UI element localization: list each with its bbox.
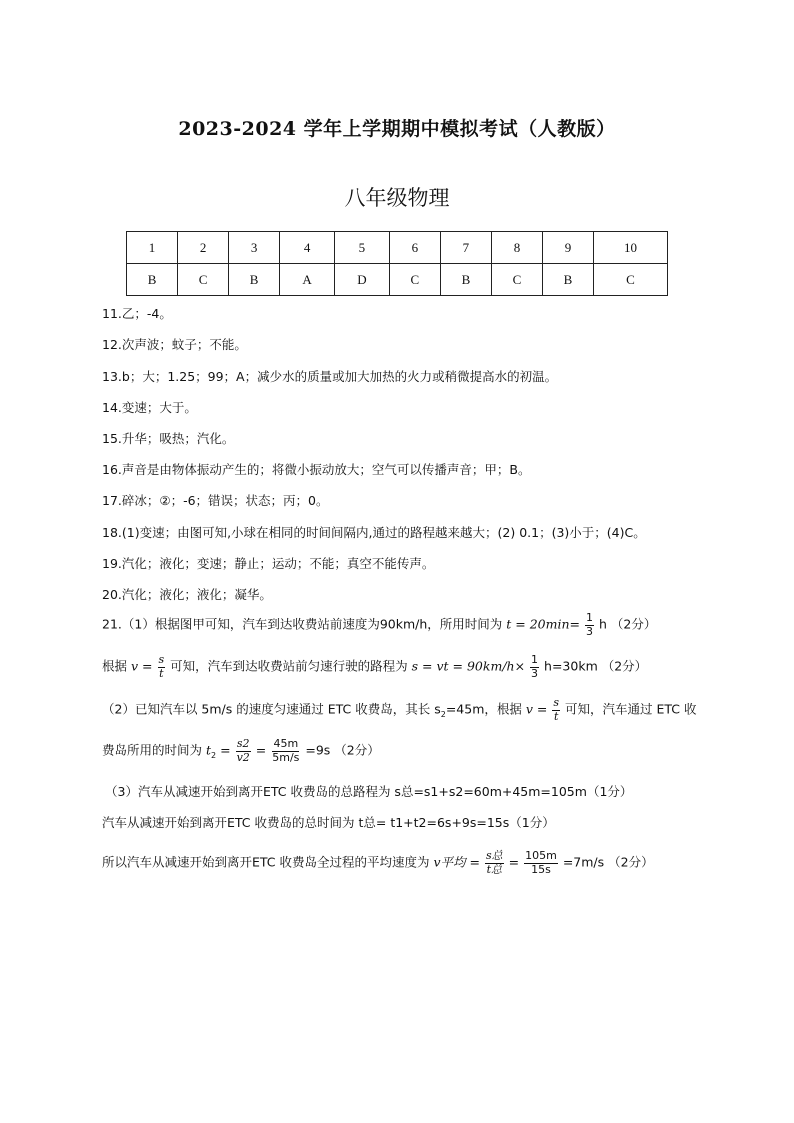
answer-line-13: 13.b；大；1.25；99；A；减少水的质量或加大加热的火力或稍微提高水的初温。 xyxy=(102,369,558,384)
q21-text: 所以汽车从减速开始到离开ETC 收费岛全过程的平均速度为 xyxy=(102,854,430,870)
answer-cell: C xyxy=(389,264,440,296)
q21-line-3 xyxy=(102,697,696,723)
answer-table-number-row xyxy=(127,232,668,264)
answer-cell: D xyxy=(334,264,389,296)
fraction-denominator: v2 xyxy=(236,750,250,764)
q21-equals: = xyxy=(216,742,231,758)
fraction xyxy=(158,654,166,680)
q21-line-1 xyxy=(102,612,656,638)
q21-text: 可知，汽车到达收费站前匀速行驶的路程为 xyxy=(170,658,408,674)
q21-text: （2）已知汽车以 5m/s 的速度匀速通过 ETC 收费岛，其长 s xyxy=(102,701,441,717)
fraction-denominator: t xyxy=(159,666,164,680)
fraction-numerator: 105m xyxy=(525,849,557,862)
q21-text: 可知，汽车通过 ETC 收 xyxy=(565,701,697,717)
fraction-denominator: t总 xyxy=(486,862,503,876)
q21-tail: h （2分） xyxy=(598,616,657,632)
q21-text: 21.（1）根据图甲可知，汽车到达收费站前速度为90km/h，所用时间为 xyxy=(102,616,503,632)
q21-tail: =7m/s （2分） xyxy=(562,854,654,870)
answer-cell: B xyxy=(542,264,593,296)
fraction-denominator: 3 xyxy=(586,624,593,638)
answer-table xyxy=(126,231,668,296)
subscript: 2 xyxy=(211,751,217,761)
q21-equation: t = 20min= xyxy=(506,616,581,632)
q21-variable: t xyxy=(206,742,212,758)
question-number: 6 xyxy=(389,232,440,264)
answer-line-19: 19.汽化；液化；变速；静止；运动；不能；真空不能传声。 xyxy=(102,556,435,571)
q21-text: 根据 xyxy=(102,658,128,674)
fraction xyxy=(524,850,558,876)
question-number: 5 xyxy=(334,232,389,264)
question-number: 9 xyxy=(542,232,593,264)
fraction-numerator: 1 xyxy=(586,611,593,624)
fraction-denominator: 15s xyxy=(531,862,551,876)
fraction-numerator: s xyxy=(553,696,560,709)
subscript: 2 xyxy=(440,710,446,720)
q21-text: =45m，根据 xyxy=(445,701,522,717)
q21-equals: = xyxy=(508,854,520,870)
q21-line-4 xyxy=(102,738,380,764)
answer-line-12: 12.次声波；蚊子；不能。 xyxy=(102,337,247,352)
question-number: 8 xyxy=(491,232,542,264)
q21-text: 费岛所用的时间为 xyxy=(102,742,203,758)
answer-line-18: 18.(1)变速；由图可知,小球在相同的时间间隔内,通过的路程越来越大；(2) 0.1；(3)小于；(4)C。 xyxy=(102,525,646,540)
fraction xyxy=(585,612,594,638)
answer-cell: C xyxy=(594,264,668,296)
answer-cell: A xyxy=(280,264,335,296)
answer-table-answer-row xyxy=(127,264,668,296)
question-number: 3 xyxy=(229,232,280,264)
q21-equation: s = vt = 90km/h× xyxy=(411,658,526,674)
q21-line-6: 汽车从减速开始到离开ETC 收费岛的总时间为 t总= t1+t2=6s+9s=15s（1分） xyxy=(102,815,555,830)
q21-formula: v = xyxy=(131,658,153,674)
answer-line-15: 15.升华；吸热；汽化。 xyxy=(102,431,235,446)
q21-tail: h=30km （2分） xyxy=(544,658,648,674)
q21-tail: =9s （2分） xyxy=(305,742,380,758)
fraction-numerator: s总 xyxy=(486,849,503,862)
answer-cell: B xyxy=(440,264,491,296)
fraction xyxy=(552,697,560,723)
fraction-numerator: s2 xyxy=(236,737,250,750)
q21-formula: v = xyxy=(525,701,548,717)
answer-line-17: 17.碎冰；②；-6；错误；状态；丙；0。 xyxy=(102,493,329,508)
fraction xyxy=(530,654,539,680)
answer-cell: B xyxy=(229,264,280,296)
fraction-denominator: 5m/s xyxy=(272,750,300,764)
fraction xyxy=(236,738,251,764)
fraction xyxy=(485,850,504,876)
fraction-numerator: s xyxy=(158,653,165,666)
answer-line-20: 20.汽化；液化；液化；凝华。 xyxy=(102,587,272,602)
fraction-denominator: t xyxy=(553,709,559,723)
fraction xyxy=(271,738,300,764)
q21-line-7 xyxy=(102,850,654,876)
q21-formula: v平均 = xyxy=(433,854,481,870)
page-title: 2023-2024 学年上学期期中模拟考试（人教版） xyxy=(178,118,616,140)
answer-cell: C xyxy=(178,264,229,296)
question-number: 10 xyxy=(594,232,668,264)
answer-cell: C xyxy=(491,264,542,296)
question-number: 1 xyxy=(127,232,178,264)
q21-equals: = xyxy=(255,742,267,758)
question-number: 2 xyxy=(178,232,229,264)
answer-cell: B xyxy=(127,264,178,296)
question-number: 4 xyxy=(280,232,335,264)
fraction-numerator: 1 xyxy=(531,653,539,666)
answer-line-11: 11.乙；-4。 xyxy=(102,306,172,321)
fraction-numerator: 45m xyxy=(273,737,299,750)
answer-line-16: 16.声音是由物体振动产生的；将微小振动放大；空气可以传播声音；甲；B。 xyxy=(102,462,531,477)
q21-line-5: （3）汽车从减速开始到离开ETC 收费岛的总路程为 s总=s1+s2=60m+45m=105m（1分） xyxy=(105,784,633,799)
question-number: 7 xyxy=(440,232,491,264)
fraction-denominator: 3 xyxy=(531,666,539,680)
page-subtitle: 八年级物理 xyxy=(344,186,450,210)
answer-line-14: 14.变速；大于。 xyxy=(102,400,197,415)
q21-line-2 xyxy=(102,654,647,680)
